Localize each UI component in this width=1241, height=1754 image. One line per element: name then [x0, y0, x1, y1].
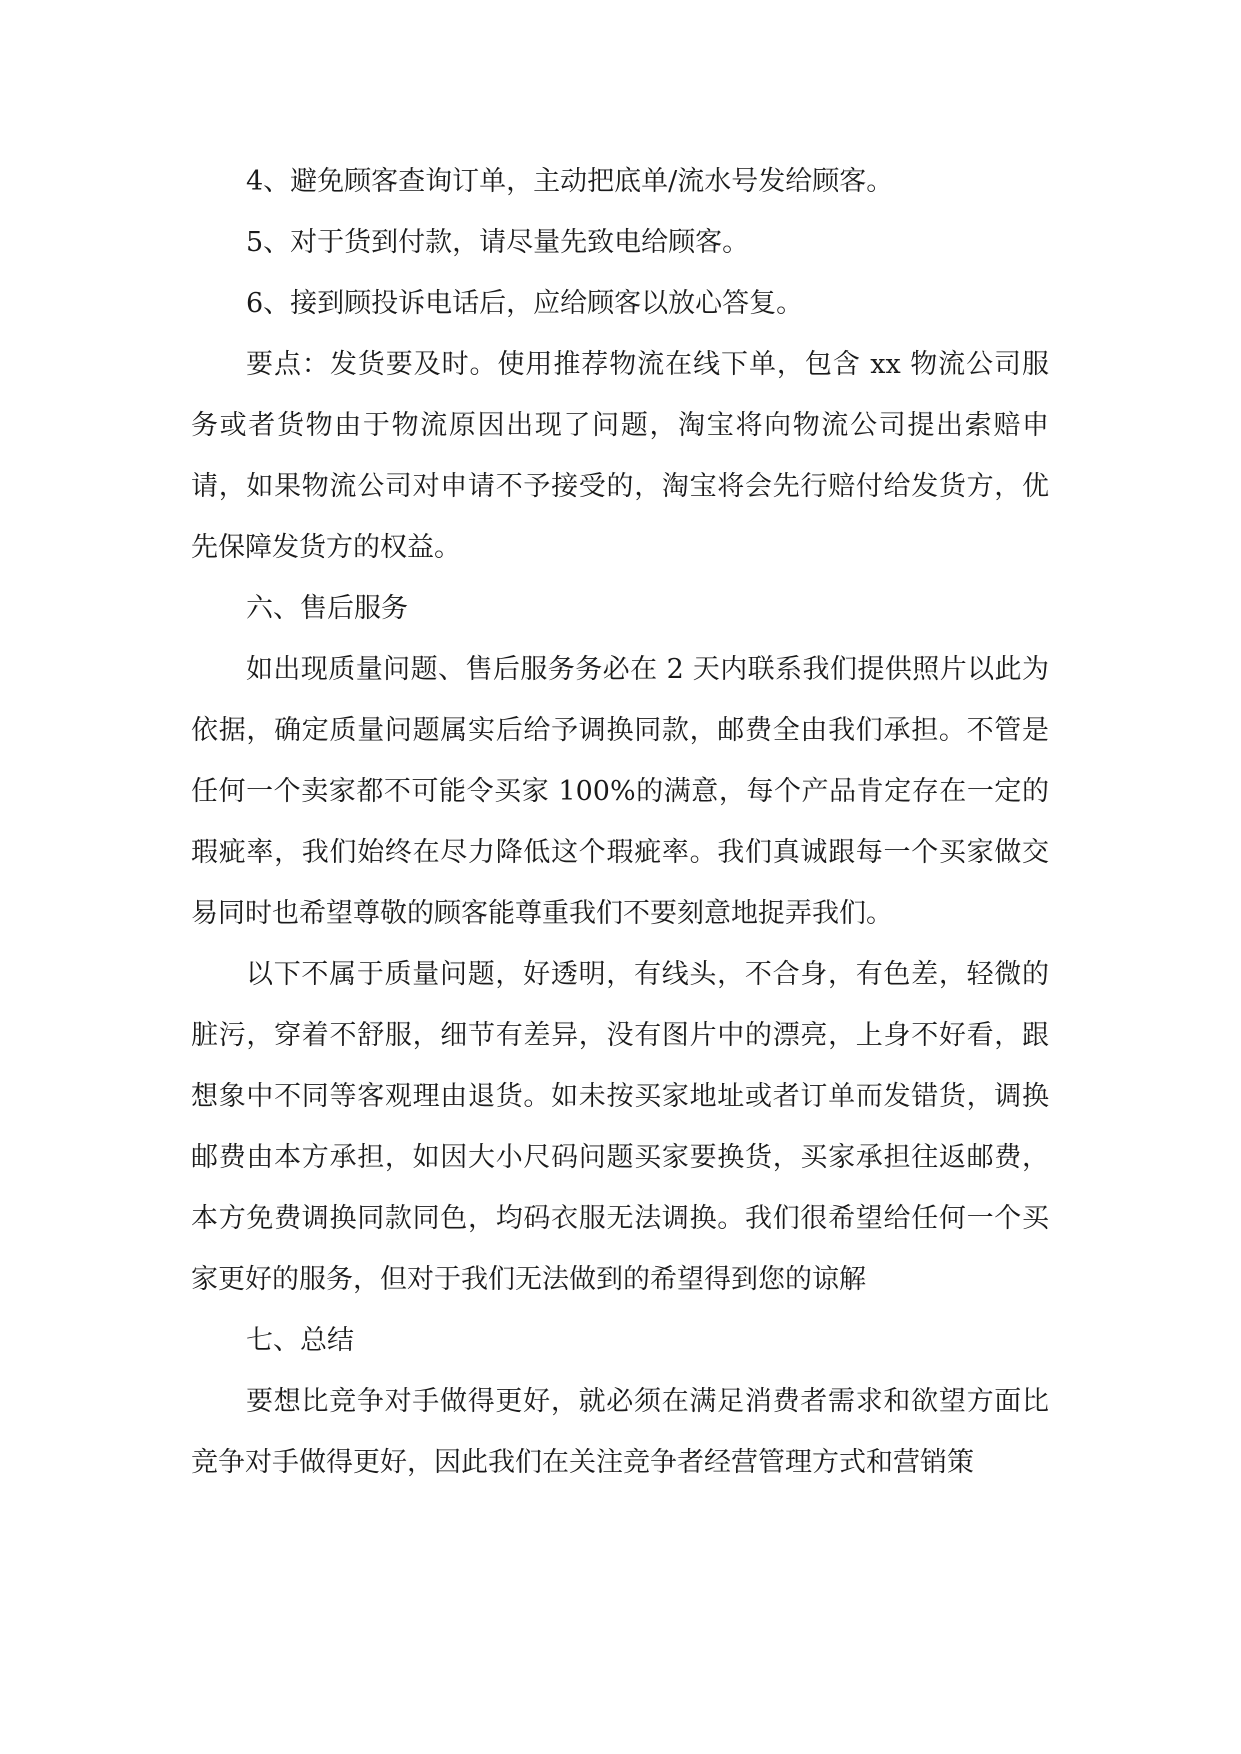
- paragraph-key-points: 要点：发货要及时。使用推荐物流在线下单，包含 xx 物流公司服务或者货物由于物流原因出现了问题，淘宝将向物流公司提出索赔申请，如果物流公司对申请不予接受的，淘宝将会先行赔付给发货方，优先保障发货方的权益。: [191, 349, 1049, 563]
- section-heading-summary: 七、总结: [246, 1325, 354, 1356]
- paragraph-summary: 要想比竞争对手做得更好，就必须在满足消费者需求和欲望方面比竞争对手做得更好，因此我们在关注竞争者经营管理方式和营销策: [191, 1386, 1049, 1478]
- paragraph-item-6: 6、接到顾投诉电话后，应给顾客以放心答复。: [246, 288, 804, 319]
- section-heading-after-sales: 六、售后服务: [246, 593, 408, 624]
- paragraph-quality-issues: 如出现质量问题、售后服务务必在 2 天内联系我们提供照片以此为依据，确定质量问题属实后给予调换同款，邮费全由我们承担。不管是任何一个卖家都不可能令买家 100%的满意，每个产品肯定存在一定的瑕疵率，我们始终在尽力降低这个瑕疵率。我们真诚跟每一个买家做交易同时也希望尊敬的顾客能尊重我们不要刻意地捉弄我们。: [191, 654, 1049, 929]
- paragraph-item-5: 5、对于货到付款，请尽量先致电给顾客。: [246, 227, 750, 258]
- paragraph-item-4: 4、避免顾客查询订单，主动把底单/流水号发给顾客。: [246, 166, 894, 197]
- paragraph-non-quality-issues: 以下不属于质量问题，好透明，有线头，不合身，有色差，轻微的脏污，穿着不舒服，细节有差异，没有图片中的漂亮，上身不好看，跟想象中不同等客观理由退货。如未按买家地址或者订单而发错货，调换邮费由本方承担，如因大小尺码问题买家要换货，买家承担往返邮费，本方免费调换同款同色，均码衣服无法调换。我们很希望给任何一个买家更好的服务，但对于我们无法做到的希望得到您的谅解: [191, 959, 1049, 1295]
- document-body: [191, 151, 1049, 1493]
